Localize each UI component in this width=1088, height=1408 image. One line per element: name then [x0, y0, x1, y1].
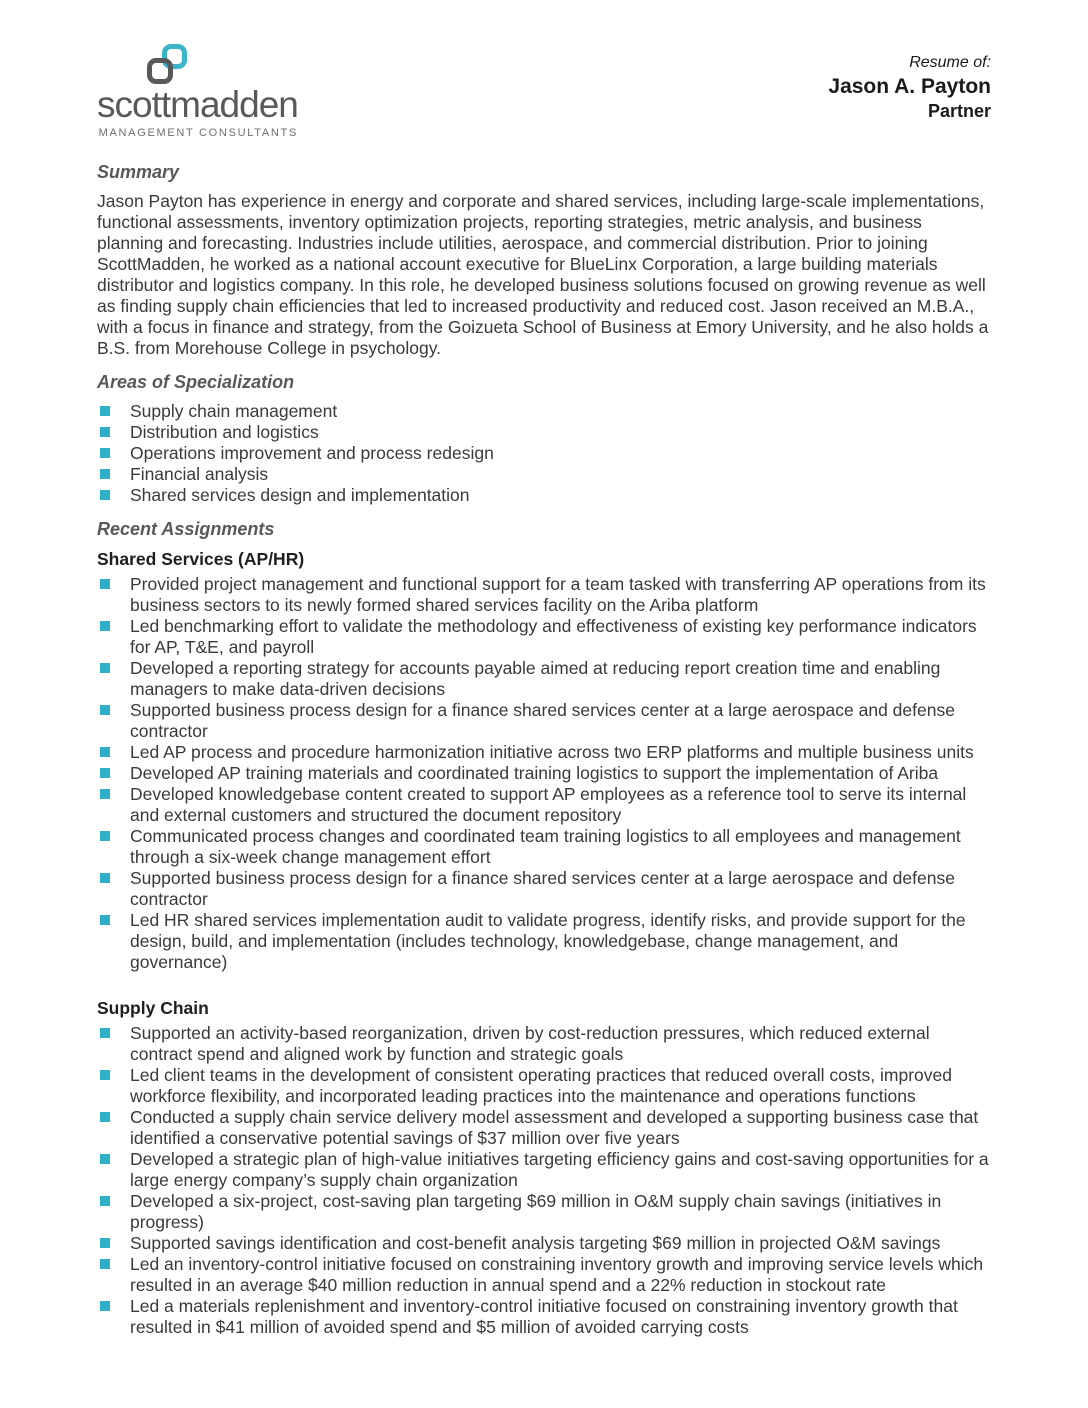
list-item — [97, 574, 991, 616]
supply-chain-list — [97, 1023, 991, 1338]
bullet-square-icon — [100, 1154, 110, 1164]
bullet-square-icon — [100, 915, 110, 925]
bullet-square-icon — [100, 1028, 110, 1038]
bullet-square-icon — [100, 768, 110, 778]
assignments-heading: Recent Assignments — [97, 519, 275, 539]
resume-body — [97, 161, 991, 1338]
specialization-list — [97, 401, 991, 506]
list-item — [97, 1023, 991, 1065]
list-item — [97, 1233, 991, 1254]
list-item-text: Shared services design and implementation — [130, 485, 470, 505]
bullet-square-icon — [100, 579, 110, 589]
group-heading-supply-chain: Supply Chain — [97, 998, 209, 1018]
scottmadden-logo — [97, 44, 307, 139]
list-item-text: Supported business process design for a finance shared services center at a large aerospace and defense contractor — [130, 700, 955, 741]
list-item — [97, 784, 991, 826]
bullet-square-icon — [100, 705, 110, 715]
shared-services-list — [97, 574, 991, 973]
list-item-text: Led HR shared services implementation audit to validate progress, identify risks, and provide support for the design, build, and implementation (includes technology, knowledgebase, change management, and governance) — [130, 910, 966, 972]
list-item — [97, 1149, 991, 1191]
list-item — [97, 826, 991, 868]
list-item-text: Financial analysis — [130, 464, 269, 484]
bullet-square-icon — [100, 873, 110, 883]
list-item-text: Distribution and logistics — [130, 422, 319, 442]
list-item — [97, 868, 991, 910]
list-item-text: Led benchmarking effort to validate the methodology and effectiveness of existing key performance indicators for AP, T&E, and payroll — [130, 616, 977, 657]
list-item-text: Supported business process design for a finance shared services center at a large aerospace and defense contractor — [130, 868, 955, 909]
resume-of-label: Resume of: — [909, 54, 991, 71]
bullet-square-icon — [100, 1259, 110, 1269]
list-item-text: Supply chain management — [130, 401, 338, 421]
list-item — [97, 742, 991, 763]
list-item-text: Conducted a supply chain service delivery model assessment and developed a supporting business case that identified a conservative potential savings of $37 million over five years — [130, 1107, 979, 1148]
logo-tagline: MANAGEMENT CONSULTANTS — [98, 127, 298, 139]
list-item-text: Operations improvement and process redesign — [130, 443, 494, 463]
group-heading-shared-services: Shared Services (AP/HR) — [97, 549, 305, 569]
list-item-text: Developed AP training materials and coordinated training logistics to support the implementation of Ariba — [130, 763, 939, 783]
list-item — [97, 464, 991, 485]
list-item-text: Led an inventory-control initiative focused on constraining inventory growth and improving service levels which resulted in an average $40 million reduction in annual spend and a 22% reduction in stockout rate — [130, 1254, 984, 1295]
logo-squares-icon — [147, 44, 187, 84]
bullet-square-icon — [100, 469, 110, 479]
list-item-text: Developed a strategic plan of high-value initiatives targeting efficiency gains and cost-saving opportunities for a large energy company’s supply chain organization — [130, 1149, 989, 1190]
list-item — [97, 401, 991, 422]
bullet-square-icon — [100, 448, 110, 458]
logo-square-gray-icon — [147, 58, 173, 84]
list-item — [97, 1254, 991, 1296]
list-item-text: Led AP process and procedure harmonization initiative across two ERP platforms and multiple business units — [130, 742, 974, 762]
bullet-square-icon — [100, 747, 110, 757]
list-item-text: Led client teams in the development of consistent operating practices that reduced overall costs, improved workforce flexibility, and incorporated leading practices into the maintenance and operations functions — [130, 1065, 952, 1106]
person-name: Jason A. Payton — [828, 75, 991, 98]
bullet-square-icon — [100, 1112, 110, 1122]
page-header — [97, 44, 991, 139]
list-item-text: Provided project management and functional support for a team tasked with transferring AP operations from its business sectors to its newly formed shared services facility on the Ariba platform — [130, 574, 986, 615]
list-item — [97, 910, 991, 973]
bullet-square-icon — [100, 1238, 110, 1248]
bullet-square-icon — [100, 621, 110, 631]
list-item — [97, 485, 991, 506]
list-item — [97, 1191, 991, 1233]
list-item — [97, 443, 991, 464]
header-person-block — [828, 44, 991, 123]
list-item-text: Supported an activity-based reorganization, driven by cost-reduction pressures, which reduced external contract spend and aligned work by function and strategic goals — [130, 1023, 930, 1064]
bullet-square-icon — [100, 1301, 110, 1311]
list-item-text: Communicated process changes and coordinated team training logistics to all employees and management through a six-week change management effort — [130, 826, 961, 867]
bullet-square-icon — [100, 1070, 110, 1080]
bullet-square-icon — [100, 789, 110, 799]
bullet-square-icon — [100, 427, 110, 437]
bullet-square-icon — [100, 406, 110, 416]
list-item — [97, 700, 991, 742]
list-item-text: Led a materials replenishment and inventory-control initiative focused on constraining inventory growth that resulted in $41 million of avoided spend and $5 million of avoided carrying costs — [130, 1296, 958, 1337]
list-item-text: Developed a six-project, cost-saving plan targeting $69 million in O&M supply chain savings (initiatives in progress) — [130, 1191, 942, 1232]
list-item — [97, 1296, 991, 1338]
list-item-text: Supported savings identification and cost-benefit analysis targeting $69 million in projected O&M savings — [130, 1233, 941, 1253]
list-item — [97, 616, 991, 658]
list-item — [97, 1065, 991, 1107]
bullet-square-icon — [100, 490, 110, 500]
list-item — [97, 658, 991, 700]
list-item-text: Developed knowledgebase content created to support AP employees as a reference tool to serve its internal and external customers and structured the document repository — [130, 784, 967, 825]
bullet-square-icon — [100, 831, 110, 841]
bullet-square-icon — [100, 663, 110, 673]
list-item — [97, 422, 991, 443]
specialization-heading: Areas of Specialization — [97, 372, 295, 392]
summary-heading: Summary — [97, 162, 180, 182]
summary-paragraph: Jason Payton has experience in energy and corporate and shared services, including large-scale implementations, functional assessments, inventory optimization projects, reporting strategies, metric analysis, and business planning and forecasting. Industries include utilities, aerospace, and commercial distribution. Prior to joining ScottMadden, he worked as a national account executive for BlueLinx Corporation, a large building materials distributor and logistics company. In this role, he developed business solutions focused on growing revenue as well as finding supply chain efficiencies that led to increased productivity and reduced cost. Jason received an M.B.A., with a focus in finance and strategy, from the Goizueta School of Business at Emory University, and he also holds a B.S. from Morehouse College in psychology. — [97, 191, 989, 358]
list-item-text: Developed a reporting strategy for accounts payable aimed at reducing report creation time and enabling managers to make data-driven decisions — [130, 658, 941, 699]
list-item — [97, 763, 991, 784]
person-title: Partner — [927, 101, 991, 121]
list-item — [97, 1107, 991, 1149]
bullet-square-icon — [100, 1196, 110, 1206]
logo-wordmark: scottmadden — [97, 84, 298, 125]
